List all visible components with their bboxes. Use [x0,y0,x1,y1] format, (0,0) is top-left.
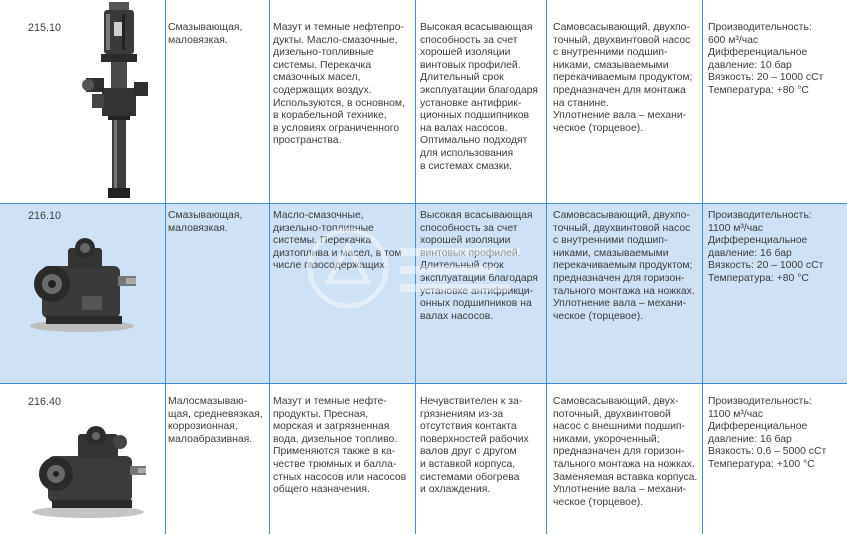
advantages-line: способность за счет [420,34,518,46]
pump-code: 216.10 [28,210,62,222]
advantages-line: Длительный срок [420,260,504,272]
design-cell [553,210,695,323]
design-line: предназначен для монтажа [553,84,686,96]
column-divider [546,0,547,534]
pump-code: 215.10 [28,22,62,34]
design-line: перекачиваемым продуктом; [553,260,693,272]
media-line: Малосмазываю- [168,396,248,407]
media-line: маловязкая. [168,34,228,46]
application-line: пространства. [273,135,342,147]
design-line: ческое (торцевое). [553,496,644,508]
advantages-line: онных подшипников на [420,298,532,310]
design-line: Уплотнение вала – механи- [553,298,687,310]
design-line: с внутренними подшип- [553,235,668,247]
application-cell [273,22,405,148]
specs-cell [708,396,826,472]
advantages-line: и вставкой корпуса, [420,458,516,470]
advantages-line: винтовых профилей. [420,247,521,259]
media-line: щая, средневязкая, [168,408,263,420]
application-cell [273,210,402,273]
advantages-line: Высокая всасывающая [420,22,533,33]
design-line: предназначен для горизон- [553,446,685,458]
design-line: с внутренними подшип- [553,47,668,59]
specs-line: Дифференциальное [708,421,808,433]
vertical-screw-pump-image [78,2,158,207]
media-line: Смазывающая, [168,22,243,33]
specs-line: Производительность: [708,22,812,33]
media-cell [168,396,263,446]
application-line: Мазут и темные нефтепро- [273,22,404,33]
media-line: маловязкая. [168,222,228,234]
specs-line: Вязкость: 20 – 1000 сСт [708,260,824,272]
advantages-line: установке антифрикци- [420,285,534,297]
media-line: коррозионная, [168,421,238,433]
media-line: Смазывающая, [168,210,243,221]
specs-line: давление: 10 бар [708,59,792,71]
advantages-line: способность за счет [420,222,518,234]
design-line: точный, двухвинтовой насос [553,34,691,46]
specs-line: Производительность: [708,396,812,407]
specs-line: Температура: +80 °С [708,84,809,96]
design-line: перекачиваемым продуктом; [553,72,693,84]
design-line: Уплотнение вала – механи- [553,110,687,122]
column-divider [702,0,703,534]
application-line: дукты. Масло-смазочные, [273,34,398,46]
specs-cell [708,22,823,98]
advantages-line: хорошей изоляции [420,47,511,59]
advantages-line: винтовых профилей. [420,59,521,71]
design-line: тального монтажа на ножках. [553,285,695,297]
application-line: вода, дизельное топливо. [273,433,398,445]
column-divider [269,0,270,534]
advantages-line: отсутствия контакта [420,421,517,433]
application-line: морская и загрязненная [273,421,390,433]
design-line: Самовсасывающий, двухпо- [553,22,690,33]
application-line: Масло-смазочные, [273,210,364,221]
media-cell [168,210,242,235]
application-line: продукты. Пресная, [273,408,369,420]
advantages-line: установке антифрик- [420,97,522,109]
specs-line: Вязкость: 20 – 1000 сСт [708,72,824,84]
advantages-line: Высокая всасывающая [420,210,533,221]
design-line: на станине. [553,97,609,109]
design-line: точный, двухвинтовой насос [553,222,691,234]
application-line: дизтоплива и масел, в том [273,247,402,259]
application-line: дизельно-топливные [273,47,374,59]
advantages-line: в системах смазки. [420,160,513,172]
column-divider [415,0,416,534]
advantages-line: и охлаждения. [420,484,491,496]
design-line: тального монтажа на ножках. [553,458,695,470]
advantages-line: системами обогрева [420,471,520,483]
design-line: Заменяемая вставка корпуса. [553,471,698,483]
advantages-line: для использования [420,147,514,159]
specs-cell [708,210,823,286]
specs-line: Дифференциальное [708,47,808,59]
specs-line: 1100 м³/час [708,408,764,420]
row-divider [0,383,847,384]
media-line: малоабразивная. [168,433,253,445]
advantages-line: грязнениям из-за [420,408,504,420]
advantages-cell [420,210,538,323]
advantages-line: эксплуатации благодаря [420,84,538,96]
specs-line: давление: 16 бар [708,247,792,259]
application-line: дизельно-топливные [273,222,374,234]
specs-line: 600 м³/час [708,34,759,46]
design-line: никами, смазываемыми [553,59,669,71]
design-line: насос с внешними подшип- [553,421,685,433]
application-line: общего назначения. [273,484,370,496]
specs-line: Вязкость: 0,6 – 5000 сСт [708,446,827,458]
application-cell [273,396,406,497]
horizontal-screw-pump-image [22,420,152,525]
design-line: ческое (торцевое). [553,310,644,322]
specs-line: Температура: +100 °С [708,458,815,470]
specs-line: Производительность: [708,210,812,221]
application-line: честве трюмных и балла- [273,458,397,470]
design-line: Уплотнение вала – механи- [553,484,687,496]
application-line: в корабельной технике, [273,110,387,122]
application-line: содержащих воздух. [273,84,372,96]
advantages-line: эксплуатации благодаря [420,272,538,284]
advantages-line: ционных подшипников [420,110,530,122]
design-line: Самовсасывающий, двух- [553,396,679,407]
application-line: Используются, в основном, [273,97,405,109]
column-divider [165,0,166,534]
pump-code: 216.40 [28,396,62,408]
advantages-line: Длительный срок [420,72,504,84]
advantages-line: валов друг с другом [420,446,517,458]
design-line: предназначен для горизон- [553,272,685,284]
advantages-line: поверхностей рабочих [420,433,529,445]
media-cell [168,22,242,47]
design-line: поточный, двухвинтовой [553,408,671,420]
application-line: системы. Перекачка [273,235,372,247]
application-line: Мазут и темные нефте- [273,396,387,407]
advantages-line: валах насосов. [420,310,494,322]
design-line: никами, укороченный; [553,433,660,445]
advantages-line: Оптимально подходят [420,135,528,147]
specs-line: Дифференциальное [708,235,808,247]
design-line: Самовсасывающий, двухпо- [553,210,690,221]
advantages-line: хорошей изоляции [420,235,511,247]
horizontal-screw-pump-image [22,226,142,341]
advantages-cell [420,396,529,497]
application-line: Применяются также в ка- [273,446,396,458]
design-line: ческое (торцевое). [553,122,644,134]
advantages-line: Нечувствителен к за- [420,396,523,407]
advantages-cell [420,22,538,173]
application-line: в условиях ограниченного [273,122,400,134]
specs-line: давление: 16 бар [708,433,792,445]
design-line: никами, смазываемыми [553,247,669,259]
design-cell [553,396,697,509]
application-line: системы. Перекачка [273,59,372,71]
advantages-line: на валах насосов. [420,122,508,134]
application-line: числе газосодержащих. [273,260,388,272]
application-line: стных насосов или насосов [273,471,407,483]
specs-line: Температура: +80 °С [708,272,809,284]
application-line: смазочных масел, [273,72,361,84]
design-cell [553,22,692,135]
specs-line: 1100 м³/час [708,222,764,234]
